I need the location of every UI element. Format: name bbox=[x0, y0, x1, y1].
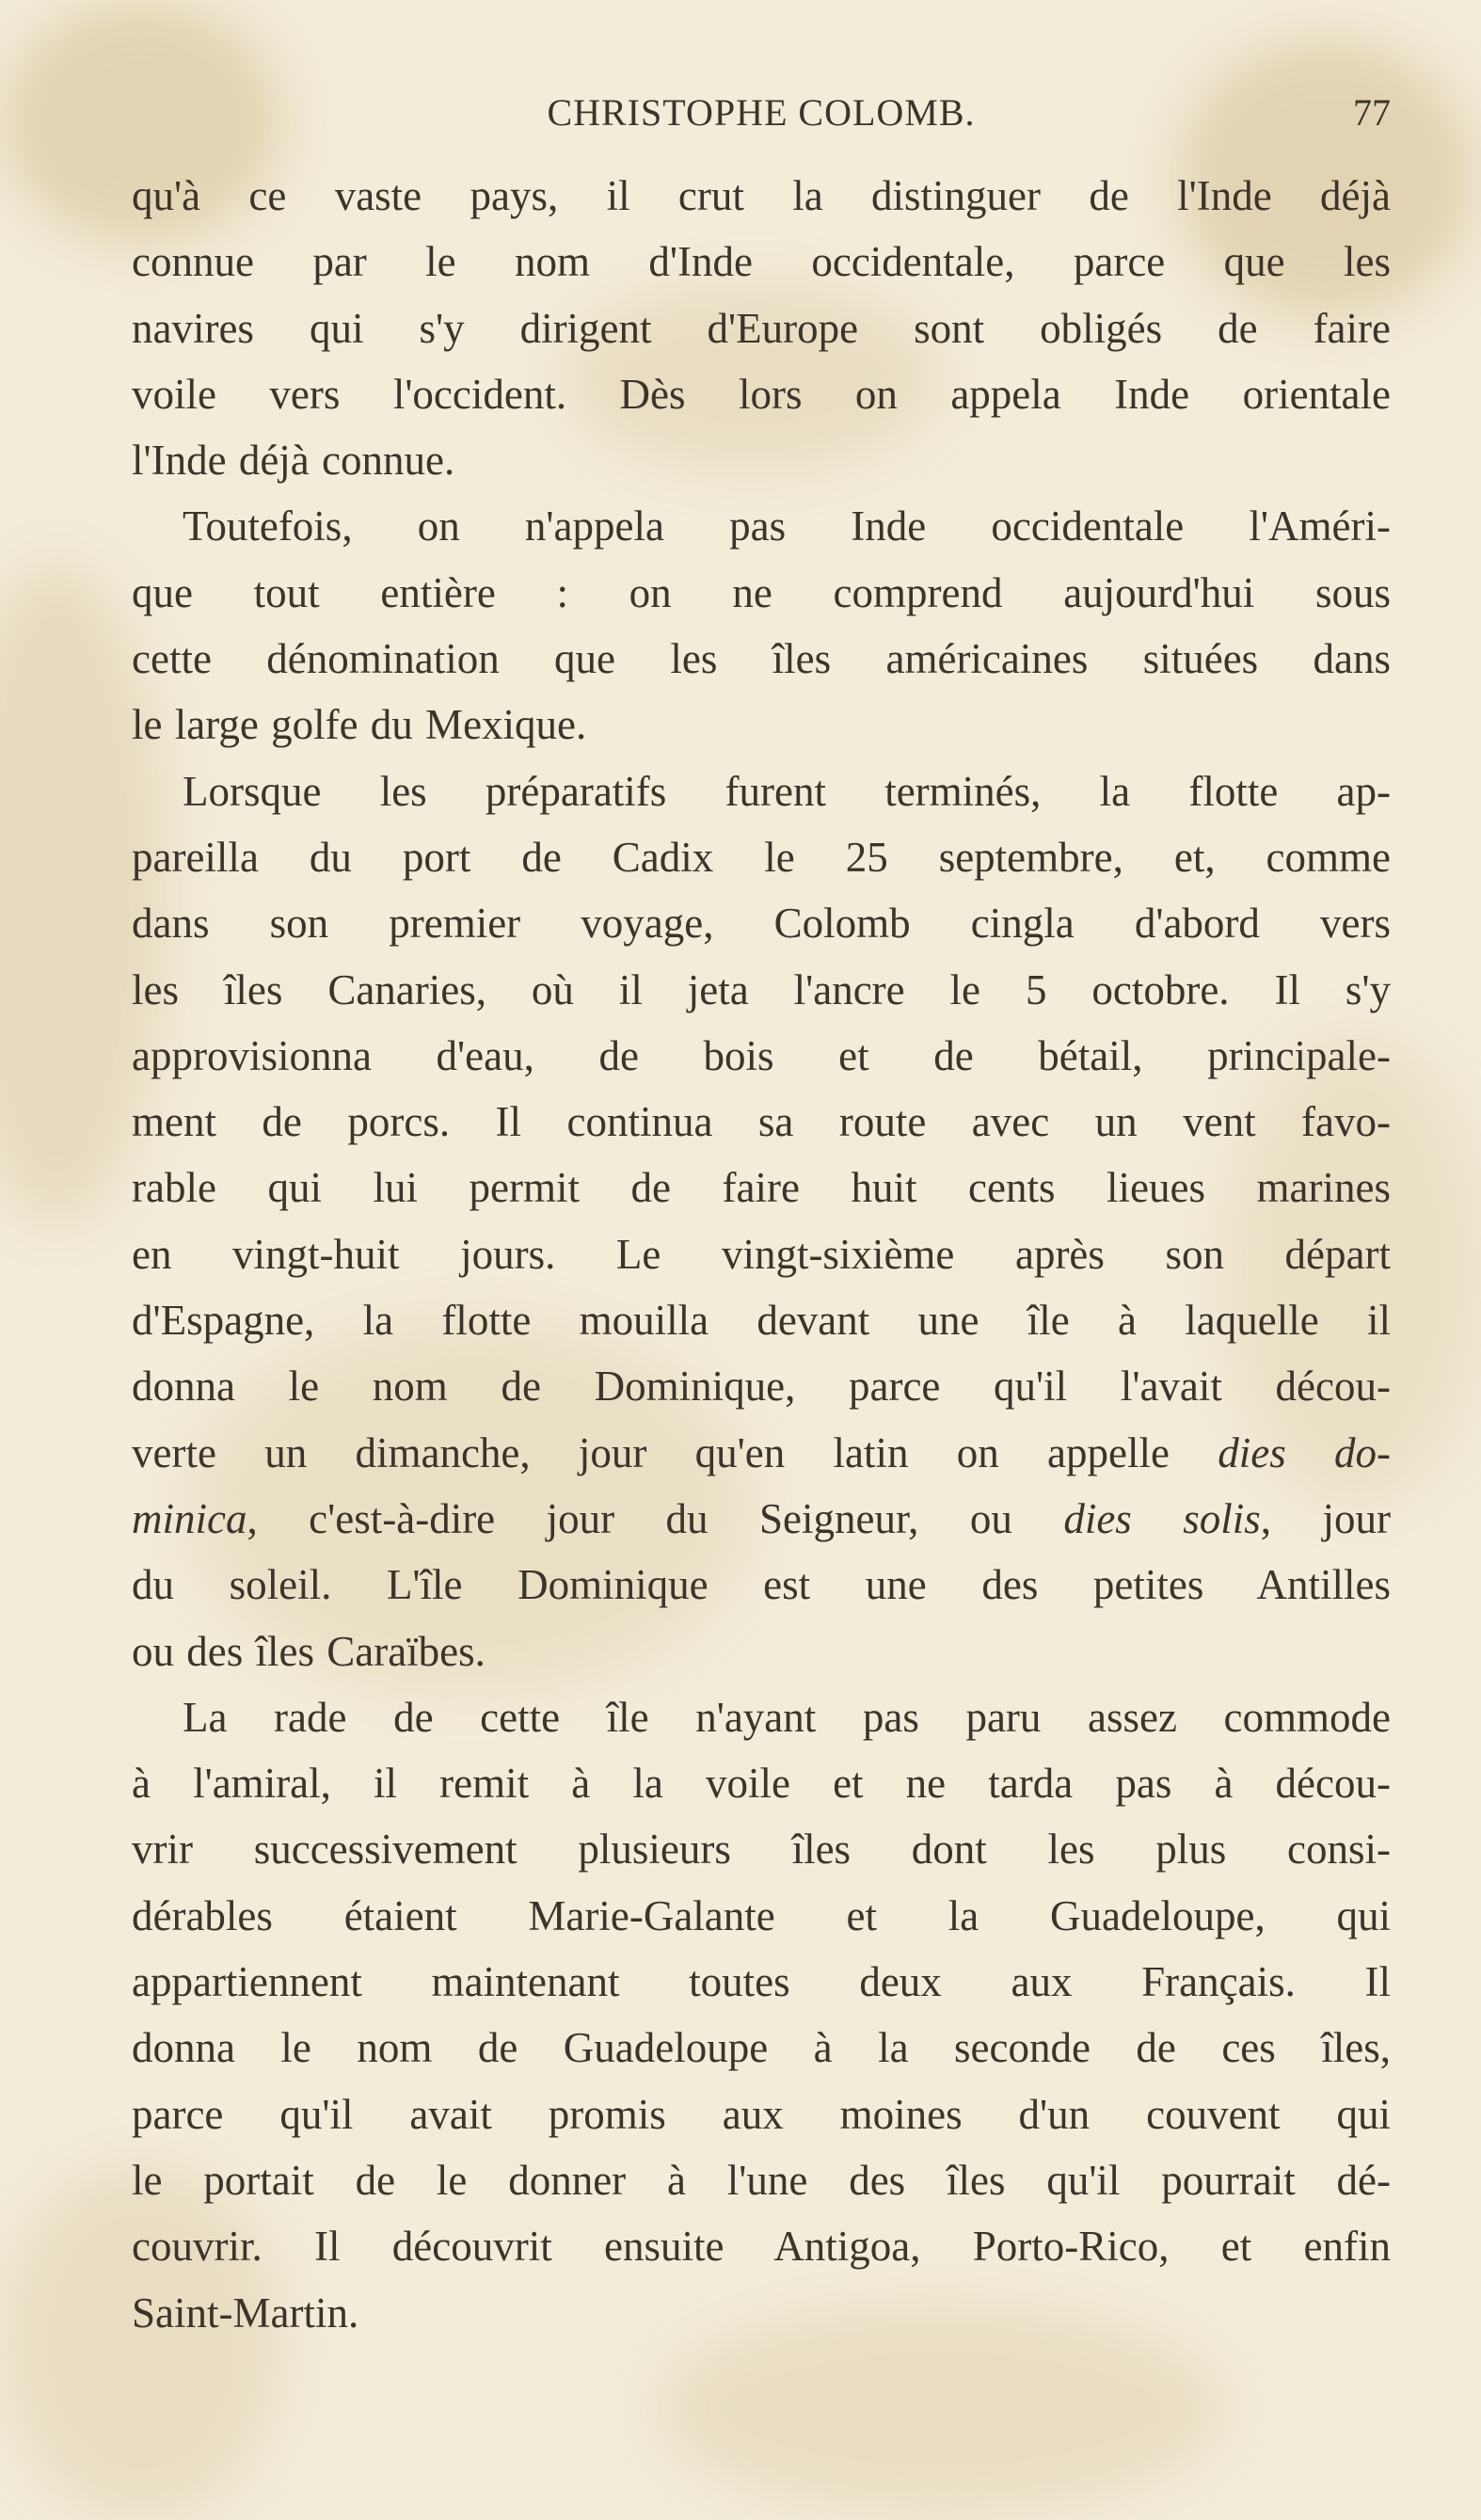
text-segment: Saint-Martin. bbox=[132, 2289, 359, 2337]
text-segment: parce qu'il avait promis aux moines d'un couvent qui bbox=[132, 2090, 1391, 2138]
text-line bbox=[132, 626, 1391, 692]
text-line bbox=[132, 1883, 1391, 1949]
text-segment: à l'amiral, il remit à la voile et ne tarda pas à décou- bbox=[132, 1760, 1391, 1808]
text-segment: le large golfe du Mexique. bbox=[132, 701, 587, 749]
text-line bbox=[132, 2015, 1391, 2081]
text-segment: navires qui s'y dirigent d'Europe sont obligés de faire bbox=[132, 304, 1391, 352]
page-number: 77 bbox=[1353, 91, 1391, 134]
text-line bbox=[132, 2147, 1391, 2213]
text-segment: en vingt-huit jours. Le vingt-sixième après son départ bbox=[132, 1230, 1391, 1278]
text-line bbox=[132, 1420, 1391, 1486]
text-line bbox=[132, 1221, 1391, 1287]
text-line bbox=[132, 1619, 1391, 1684]
text-segment: voile vers l'occident. Dès lors on appela Inde orientale bbox=[132, 370, 1391, 418]
text-segment: verte un dimanche, jour qu'en latin on appelle bbox=[132, 1428, 1218, 1476]
text-segment: le portait de le donner à l'une des îles qu'il pourrait dé- bbox=[132, 2156, 1391, 2204]
text-segment: cette dénomination que les îles américaines situées dans bbox=[132, 635, 1391, 683]
text-line bbox=[132, 1552, 1391, 1618]
text-segment: approvisionna d'eau, de bois et de bétail, principale- bbox=[132, 1031, 1391, 1079]
text-line bbox=[132, 1684, 1391, 1750]
text-line bbox=[132, 295, 1391, 361]
running-title: CHRISTOPHE COLOMB. bbox=[547, 91, 976, 134]
text-segment: , c'est-à-dire jour du Seigneur, ou bbox=[247, 1494, 1064, 1542]
text-line bbox=[132, 560, 1391, 626]
text-line bbox=[132, 361, 1391, 427]
text-line bbox=[132, 229, 1391, 295]
text-segment: dérables étaient Marie-Galante et la Guadeloupe, qui bbox=[132, 1891, 1391, 1939]
text-line bbox=[132, 2081, 1391, 2147]
text-line bbox=[132, 1089, 1391, 1155]
text-line bbox=[132, 758, 1391, 824]
text-segment: les îles Canaries, où il jeta l'ancre le 5 octobre. Il s'y bbox=[132, 965, 1391, 1013]
text-segment: appartiennent maintenant toutes deux aux Français. Il bbox=[132, 1958, 1391, 2006]
text-line bbox=[132, 1816, 1391, 1882]
text-segment: qu'à ce vaste pays, il crut la distinguer de l'Inde déjà bbox=[132, 172, 1391, 219]
text-segment: d'Espagne, la flotte mouilla devant une île à laquelle il bbox=[132, 1297, 1391, 1345]
text-segment: ment de porcs. Il continua sa route avec un vent favo- bbox=[132, 1098, 1391, 1146]
text-line bbox=[132, 1750, 1391, 1816]
text-segment: connue par le nom d'Inde occidentale, parce que les bbox=[132, 238, 1391, 286]
text-line bbox=[132, 1287, 1391, 1353]
text-segment: couvrir. Il découvrit ensuite Antigoa, Porto-Rico, et enfin bbox=[132, 2223, 1391, 2271]
text-segment: La rade de cette île n'ayant pas paru assez commode bbox=[183, 1693, 1391, 1741]
text-line bbox=[132, 493, 1391, 559]
text-segment: rable qui lui permit de faire huit cents lieues marines bbox=[132, 1164, 1391, 1212]
text-line bbox=[132, 1023, 1391, 1089]
text-line bbox=[132, 1949, 1391, 2015]
text-line bbox=[132, 2213, 1391, 2279]
text-line bbox=[132, 1353, 1391, 1419]
text-line bbox=[132, 824, 1391, 890]
text-segment: ou des îles Caraïbes. bbox=[132, 1627, 486, 1675]
text-line bbox=[132, 1486, 1391, 1552]
text-line bbox=[132, 692, 1391, 758]
text-segment: dans son premier voyage, Colomb cingla d'abord vers bbox=[132, 900, 1391, 948]
text-segment: vrir successivement plusieurs îles dont les plus consi- bbox=[132, 1826, 1391, 1874]
text-segment: donna le nom de Dominique, parce qu'il l'avait décou- bbox=[132, 1363, 1391, 1411]
text-segment: du soleil. L'île Dominique est une des petites Antilles bbox=[132, 1561, 1391, 1609]
text-segment: Toutefois, on n'appela pas Inde occidentale l'Améri- bbox=[183, 502, 1391, 550]
text-line bbox=[132, 427, 1391, 493]
text-line bbox=[132, 1155, 1391, 1220]
text-segment: que tout entière : on ne comprend aujourd'hui sous bbox=[132, 568, 1391, 616]
body-text bbox=[132, 163, 1391, 2346]
text-segment: l'Inde déjà connue. bbox=[132, 437, 455, 485]
italic-text: dies do- bbox=[1218, 1428, 1391, 1476]
text-segment: donna le nom de Guadeloupe à la seconde de ces îles, bbox=[132, 2024, 1391, 2072]
text-line bbox=[132, 890, 1391, 956]
italic-text: minica bbox=[132, 1494, 247, 1542]
text-segment: , jour bbox=[1260, 1494, 1391, 1542]
text-segment: pareilla du port de Cadix le 25 septembre, et, comme bbox=[132, 833, 1391, 881]
page-header bbox=[132, 87, 1391, 139]
text-segment: Lorsque les préparatifs furent terminés, la flotte ap- bbox=[183, 767, 1391, 815]
italic-text: dies solis bbox=[1063, 1494, 1261, 1542]
text-line bbox=[132, 163, 1391, 229]
text-line bbox=[132, 957, 1391, 1023]
text-line bbox=[132, 2280, 1391, 2346]
